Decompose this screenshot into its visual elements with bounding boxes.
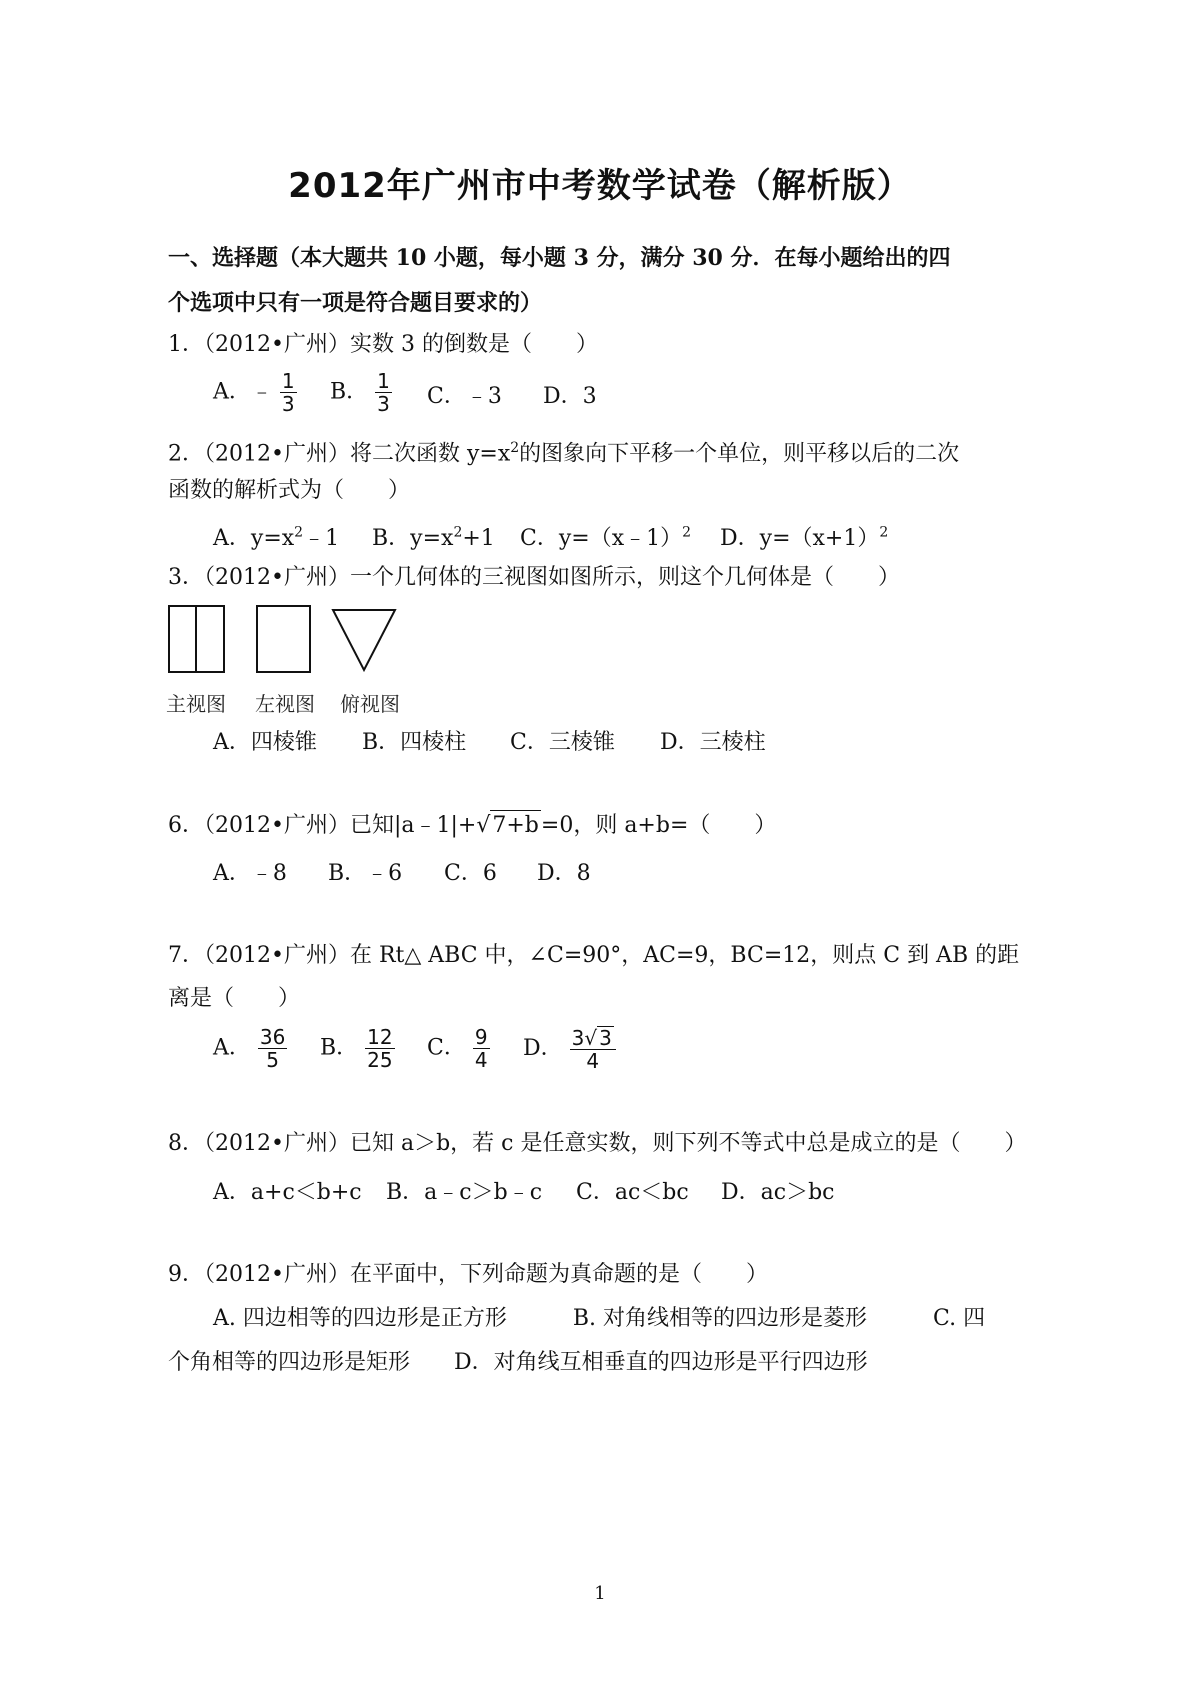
q9-options-line1: A. 四边相等的四边形是正方形 B. 对角线相等的四边形是菱形 C. 四 xyxy=(213,1306,986,1331)
q8-option-a: A．a+c＜b+c xyxy=(213,1180,362,1205)
q3-option-b: B．四棱柱 xyxy=(362,730,467,755)
q6-option-b: B．﹣6 xyxy=(328,861,403,886)
q2-stem: 2．（2012•广州）将二次函数 $y=x^2$的图象向下平移一个单位，则平移以后的二次 xyxy=(168,440,960,467)
q3-option-c: C．三棱锥 xyxy=(510,730,615,755)
q9-options-line2: 个角相等的四边形是矩形 D．对角线互相垂直的四边形是平行四边形 xyxy=(168,1350,868,1375)
q3-option-d: D．三棱柱 xyxy=(660,730,766,755)
q2-stem-line2: 函数的解析式为（ ） xyxy=(168,478,411,503)
front-view-shape xyxy=(169,606,224,672)
q3-option-a: A．四棱锥 xyxy=(213,730,317,755)
q6-option-d: D．8 xyxy=(537,861,591,886)
q6-option-a: A．﹣8 xyxy=(213,861,287,886)
q1-option-a: A．﹣ $\frac{1}{3}$ xyxy=(213,369,295,416)
q7-option-d: D． $\frac{3√ 3}{4}$ xyxy=(523,1026,616,1072)
page-number: 1 xyxy=(594,1583,606,1604)
q7-stem-line2: 离是（ ） xyxy=(168,986,301,1011)
q1-stem: 1．（2012•广州）实数 3 的倒数是（ ） xyxy=(168,332,598,357)
q8-option-b: B．a﹣c＞b﹣c xyxy=(386,1180,543,1205)
q6-stem: 6．（2012•广州）已知|a﹣1|+√7+b=0，则 a+b=（ ） xyxy=(168,810,776,841)
q2-option-a: A．$y=x^2﹣1$ xyxy=(213,524,340,551)
side-view-shape xyxy=(257,606,310,672)
top-view-label: 俯视图 xyxy=(340,692,400,716)
q1-a-denominator: 3 xyxy=(281,392,295,416)
q1-option-d: D．3 xyxy=(543,384,597,409)
three-views-figure xyxy=(165,602,405,676)
q2-option-d: D．$y=(x+1)^2$ xyxy=(720,524,889,551)
q1-option-c: C．﹣3 xyxy=(427,384,502,409)
q8-stem: 8．（2012•广州）已知 a＞b，若 c 是任意实数，则下列不等式中总是成立的是（ ） xyxy=(168,1131,1027,1156)
q8-option-c: C．ac＜bc xyxy=(576,1180,689,1205)
q7-option-c: C． $\frac{9}{4}$ xyxy=(427,1025,488,1072)
section-heading-line1: 一、选择题（本大题共 10 小题，每小题 3 分，满分 30 分．在每小题给出的四 xyxy=(168,245,951,271)
q9-stem: 9．（2012•广州）在平面中，下列命题为真命题的是（ ） xyxy=(168,1262,768,1287)
q1-b-numerator: 1 xyxy=(377,369,390,393)
q7-stem: 7．（2012•广州）在 Rt△ ABC 中，∠C=90°，AC=9，BC=12，则点 C 到 AB 的距 xyxy=(168,943,1020,968)
q1-b-denominator: 3 xyxy=(377,392,390,416)
side-view-label: 左视图 xyxy=(255,692,315,716)
q1-a-numerator: 1 xyxy=(281,369,295,393)
q6-radicand: 7+b xyxy=(490,810,541,841)
q7-option-a: A． $\frac{36}{5}$ xyxy=(213,1025,286,1072)
q2-option-b: B．$y=x^2+1$ xyxy=(372,524,495,551)
q2-option-c: C．y=（x﹣1）$^2$ xyxy=(520,524,692,551)
section-heading-line2: 个选项中只有一项是符合题目要求的） xyxy=(168,290,543,316)
top-view-shape xyxy=(333,610,395,670)
q6-option-c: C．6 xyxy=(444,861,497,886)
page-title: 2012年广州市中考数学试卷（解析版） xyxy=(288,166,912,206)
q8-option-d: D．ac＞bc xyxy=(721,1180,835,1205)
q3-stem: 3．（2012•广州）一个几何体的三视图如图所示，则这个几何体是（ ） xyxy=(168,565,900,590)
q1-option-b: B． $\frac{1}{3}$ xyxy=(330,369,390,416)
q7-option-b: B． $\frac{12}{25}$ xyxy=(320,1025,393,1072)
front-view-label: 主视图 xyxy=(166,692,226,716)
